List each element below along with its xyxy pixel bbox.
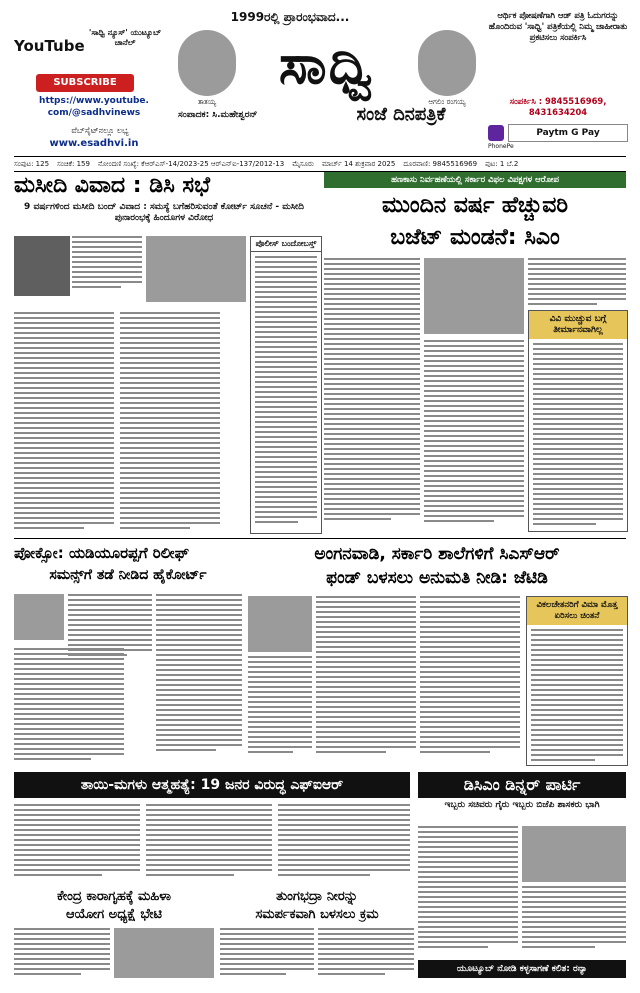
pocso-col-2 [14,648,124,768]
anganwadi-headline-1: ಅಂಗನವಾಡಿ, ಸರ್ಕಾರಿ ಶಾಲೆಗಳಿಗೆ ಸಿಎಸ್ಆರ್ [314,544,560,564]
dcm-col-1 [418,826,518,956]
budget-headline-1: ಮುಂದಿನ ವರ್ಷ ಹೆಚ್ಚುವರಿ [382,193,568,218]
pocso-headline-2: ಸಮನ್ಸ್‌ಗೆ ತಡೆ ನೀಡಿದ ಹೈಕೋರ್ಟ್ [49,567,207,583]
anganwadi-col-2 [420,596,520,764]
anganwadi-headline-2: ಫಂಡ್ ಬಳಸಲು ಅನುಮತಿ ನೀಡಿ: ಜೆಟಿಡಿ [326,568,548,588]
editor-line: ಸಂಪಾದಕ: ಸಿ.ಮಹೇಶ್ವರನ್ [178,110,258,120]
ad-contact: ಸಂಪರ್ಕಿಸಿ : 9845516969, 8431634204 [509,96,607,117]
date: ಮಾರ್ಚ್ 14 ಶುಕ್ರವಾರ 2025 [321,160,396,168]
payment-badge: Paytm G Pay [508,124,628,142]
ranya-headline: ಯೂಟ್ಯೂಬ್ ನೋಡಿ ಕಳ್ಳಸಾಗಣೆ ಕಲಿತ: ರನ್ಯಾ [418,960,626,978]
info-bar [14,156,626,172]
vima-box [526,596,628,766]
jail-headline-2: ಆಯೋಗ ಅಧ್ಯಕ್ಷೆ ಭೇಟಿ [66,907,162,922]
anganwadi-col-1 [316,596,416,764]
tunga-headline-2: ಸಮರ್ಪಕವಾಗಿ ಬಳಸಲು ಕ್ರಮ [255,907,379,922]
masthead [0,0,640,155]
founder-left-caption: ತಾತಯ್ಯ [197,98,217,106]
tunga-col-2 [318,928,414,978]
dcm-col-2 [522,886,626,956]
mother-col-1 [14,804,140,884]
vivi-box [528,310,628,532]
issue: ಸಂಚಿಕೆ: 159 [57,160,90,168]
tagline: ಸಂಜೆ ದಿನಪತ್ರಿಕೆ [356,104,446,125]
jail-headline-1: ಕೇಂದ್ರ ಕಾರಾಗೃಹಕ್ಕೆ ಮಹಿಳಾ [57,889,171,904]
newspaper-logo: ಸಾಧ್ವಿ [278,32,376,96]
honey-banner: ಹಣಕಾಸು ನಿರ್ವಹಣೆಯಲ್ಲಿ ಸರ್ಕಾರ ವಿಫಲ ವಿಪಕ್ಷಗಳ ಆರೋಪ [324,172,626,188]
budget-col-3 [528,258,626,308]
city: ಮೈಸೂರು [292,160,314,168]
police-box [250,236,322,534]
budget-col-1 [324,258,420,528]
masjid-col-1 [72,236,142,306]
youtube-url-line-1[interactable]: https://www.youtube. [39,96,149,106]
mother-headline: ತಾಯಿ-ಮಗಳು ಆತ್ಮಹತ್ಯೆ: 19 ಜನರ ವಿರುದ್ಧ ಎಫ್‌ಐಆರ್ [14,772,410,798]
youtube-channel-box: 'ಸಾಧ್ವಿ ನ್ಯೂಸ್' ಯುಟ್ಯೂಬ್ ಚಾನೆಲ್ [88,28,162,47]
founder-right-caption: ಆಗಲಿಂ ರಂಗಯ್ಯ [428,98,466,106]
ad-text: ಆರ್ಥಿಕ ಪೋಷಣೆಗಾಗಿ ಆಡ್ ಪತ್ರಿ ಓದುಗರನ್ನು ಹೊಂದಿರುವ 'ಸಾಧ್ವಿ' ಪತ್ರಿಕೆಯಲ್ಲಿ ನಿಮ್ಮ ಜಾಹೀರಾತು ಪ್ರಕಟಿಸಲು ಸಂಪರ್ಕಿಸಿ [488,10,628,42]
founder-left-portrait [178,30,236,96]
website-url[interactable]: www.esadhvi.in [49,138,139,149]
budget-headline-2: ಬಜೆಟ್ ಮಂಡನೆ: ಸಿಎಂ [390,225,560,250]
budget-photo [424,258,524,334]
phonepe-icon [488,125,504,141]
phone: ದೂರವಾಣಿ: 9845516969 [403,160,478,168]
masjid-headline: ಮಸೀದಿ ವಿವಾದ : ಡಿಸಿ ಸಭೆ [14,173,211,198]
pocso-col-3 [156,594,242,764]
ad-box [488,10,628,150]
anganwadi-col-0 [248,656,312,764]
masjid-photo-portrait [14,236,70,296]
jail-col-1 [14,928,110,978]
pocso-headline: ಪೋಕ್ಸೋ: ಯಡಿಯೂರಪ್ಪಗೆ ರಿಲೀಫ್ [14,544,190,562]
vivi-box-title: ವಿವಿ ಮುಚ್ಚುವ ಬಗ್ಗೆ ತೀರ್ಮಾನವಾಗಿಲ್ಲ [529,311,627,339]
police-box-title: ಪೊಲೀಸ್ ಬಂದೋಬಸ್ತ್ [251,237,321,252]
youtube-block [14,16,160,126]
tunga-col-1 [220,928,314,978]
masjid-col-3 [120,312,220,532]
founder-right-portrait [418,30,476,96]
pocso-photo [14,594,64,640]
jail-photo [114,928,214,978]
vima-box-title: ವಿಕಲಚೇತನರಿಗೆ ವಿಮಾ ಮೊತ್ತ ಏರಿಸಲು ಚಿಂತನೆ [527,597,627,625]
phonepe-label: PhonePe [488,143,514,150]
dcm-headline: ಡಿಸಿಎಂ ಡಿನ್ನರ್ ಪಾರ್ಟಿ [418,772,626,798]
dcm-subhead: ಇಬ್ಬರು ಸಚಿವರು ಗೈರು ಇಬ್ಬರು ಬಿಜೆಪಿ ಶಾಸಕರು ಭಾಗಿ [444,800,600,810]
youtube-wordmark: YouTube [14,37,85,55]
page-count: ಪುಟ: 1 ಬೆ.2 [485,160,519,168]
registration: ನೋಂದಣಿ ಸಂಖ್ಯೆ: ಕೆಆರ್‌ಎಸ್-14/2023-25 ಆರ್‌ಎನ್‌ಐ-137/2012-13 [97,160,285,168]
tunga-headline-1: ತುಂಗಭದ್ರಾ ನೀರನ್ನು [276,889,358,904]
masjid-subhead: 9 ವರ್ಷಗಳಿಂದ ಮಸೀದಿ ಬಂದ್ ವಿವಾದ : ಸಮಸ್ಯೆ ಬಗೆಹರಿಸುವಂತೆ ಕೋರ್ಟ್ ಸೂಚನೆ - ಮಸೀದಿ ಪುನಾರಂಭಕ್ಕೆ ಹಿಂದೂಗಳ ವಿರೋಧ [24,202,304,223]
subscribe-button[interactable]: SUBSCRIBE [36,74,134,92]
website-tag: ವೆಬ್‌ಸೈಟ್‌ನಲ್ಲೂ ಲಭ್ಯ [71,126,129,135]
youtube-logo [14,32,86,60]
volume: ಸಂಪುಟ: 125 [14,160,50,168]
mother-col-3 [278,804,410,884]
mother-col-2 [146,804,272,884]
youtube-url-line-2[interactable]: com/@sadhvinews [47,108,141,118]
row2-rule [14,538,626,539]
masjid-col-2 [14,312,114,532]
dcm-photo [522,826,626,882]
since-text: 1999ರಲ್ಲಿ ಪ್ರಾರಂಭವಾದ... [230,10,350,24]
masjid-photo-meeting [146,236,246,302]
anganwadi-photo [248,596,312,652]
budget-col-2 [424,340,524,530]
